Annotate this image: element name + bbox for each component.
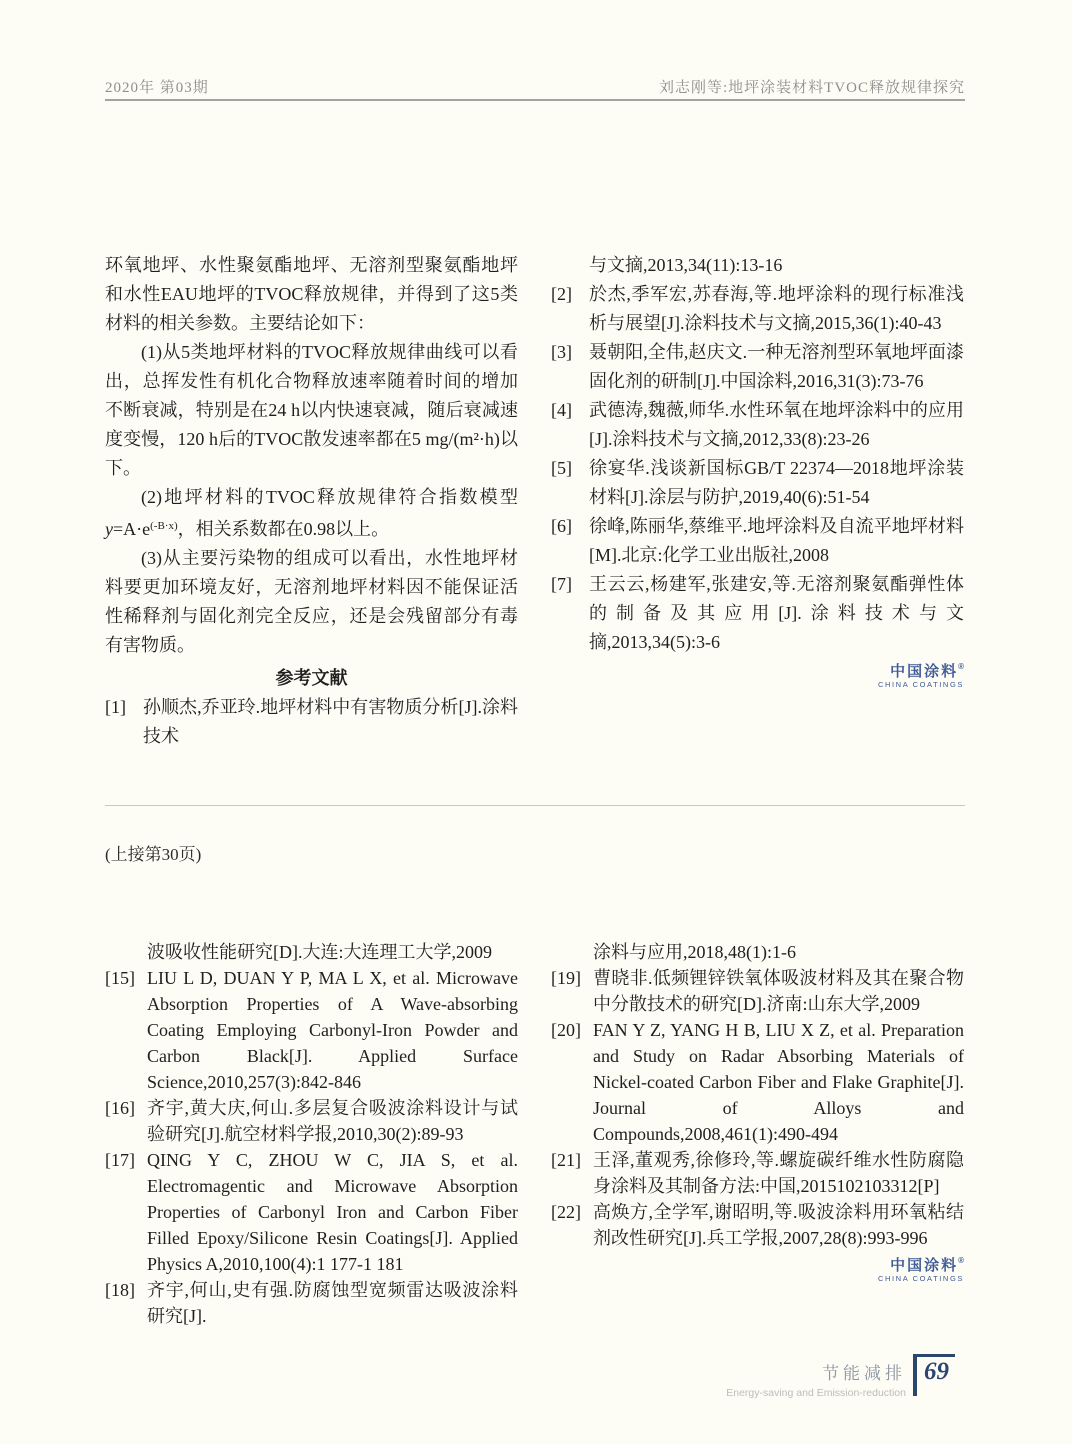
- reference-item: [551, 1147, 964, 1199]
- reference-text: 武德涛,魏薇,师华.水性环氧在地坪涂料中的应用[J].涂料技术与文摘,2012,33(8):23-26: [589, 400, 964, 449]
- header-rule: [105, 99, 965, 101]
- reference-text: 徐宴华.浅谈新国标GB/T 22374—2018地坪涂装材料[J].涂层与防护,2019,40(6):51-54: [589, 458, 964, 507]
- reference-text: 高焕方,全学军,谢昭明,等.吸波涂料用环氧粘结剂改性研究[J].兵工学报,2007,28(8):993-996: [593, 1202, 964, 1248]
- reference-number: [551, 939, 593, 965]
- body-paragraph: 环氧地坪、水性聚氨酯地坪、无溶剂型聚氨酯地坪和水性EAU地坪的TVOC释放规律，并得到了这5类材料的相关参数。主要结论如下：: [105, 255, 518, 333]
- reference-text: 齐宇,黄大庆,何山.多层复合吸波涂料设计与试验研究[J].航空材料学报,2010,30(2):89-93: [147, 1098, 518, 1144]
- reference-text: 孙顺杰,乔亚玲.地坪材料中有害物质分析[J].涂料技术: [143, 697, 518, 746]
- body-paragraph-formula: [105, 483, 518, 544]
- reference-item: [551, 454, 964, 512]
- china-coatings-logo: [551, 663, 964, 689]
- section-divider: [105, 805, 965, 806]
- reference-number: [105, 939, 147, 965]
- reference-item: [551, 1199, 964, 1251]
- bottom-left-column: [105, 939, 518, 1329]
- reference-text: 齐宇,何山,史有强.防腐蚀型宽频雷达吸波涂料研究[J].: [147, 1280, 518, 1326]
- header-running-title: 刘志刚等:地坪涂装材料TVOC释放规律探究: [658, 80, 965, 96]
- journal-name-en: Energy-saving and Emission-reduction: [726, 1387, 906, 1399]
- logo-registered-mark: ®: [958, 1256, 964, 1265]
- reference-number: [3]: [551, 342, 572, 362]
- journal-name-block: [726, 1354, 906, 1399]
- reference-number: [5]: [551, 458, 572, 478]
- bottom-right-column: [551, 939, 964, 1329]
- reference-item: [105, 965, 518, 1095]
- logo-cn-text: 中国涂料: [890, 663, 959, 680]
- reference-number: [7]: [551, 574, 572, 594]
- page-number-bracket: [913, 1354, 955, 1396]
- header-issue: 2020年 第03期: [105, 80, 209, 96]
- reference-number: [2]: [551, 284, 572, 304]
- page-number: 69: [924, 1358, 949, 1385]
- reference-number: [17]: [105, 1150, 135, 1170]
- formula-variable: y: [105, 519, 113, 539]
- reference-number: [22]: [551, 1202, 581, 1222]
- reference-item: [551, 965, 964, 1017]
- reference-item: [551, 338, 964, 396]
- page-footer: [726, 1354, 955, 1399]
- reference-item: [105, 1277, 518, 1329]
- reference-text: 王云云,杨建军,张建安,等.无溶剂聚氨酯弹性体的制备及其应用[J].涂料技术与文摘,2013,34(5):3-6: [589, 574, 964, 652]
- reference-number: [1]: [105, 697, 126, 717]
- top-section: [105, 251, 965, 751]
- reference-text: 波吸收性能研究[D].大连:大连理工大学,2009: [147, 942, 492, 962]
- reference-item: [551, 512, 964, 570]
- body-paragraph: (1)从5类地坪材料的TVOC释放规律曲线可以看出，总挥发性有机化合物释放速率随着时间的增加不断衰减，特别是在24 h以内快速衰减，随后衰减速度变慢，120 h后的TVOC散发速率都在5 mg/(m²·h)以下。: [105, 342, 518, 478]
- reference-text: 聂朝阳,全伟,赵庆文.一种无溶剂型环氧地坪面漆固化剂的研制[J].中国涂料,2016,31(3):73-76: [589, 342, 964, 391]
- reference-item: [551, 251, 964, 280]
- logo-registered-mark: ®: [958, 662, 964, 671]
- reference-number: [18]: [105, 1280, 135, 1300]
- body-paragraph: (3)从主要污染物的组成可以看出，水性地坪材料要更加环境友好，无溶剂地坪材料因不能保证活性稀释剂与固化剂完全反应，还是会残留部分有毒有害物质。: [105, 548, 518, 655]
- reference-text: 曹晓非.低频锂锌铁氧体吸波材料及其在聚合物中分散技术的研究[D].济南:山东大学,2009: [593, 968, 964, 1014]
- reference-text: 王泽,董观秀,徐修玲,等.螺旋碳纤维水性防腐隐身涂料及其制备方法:中国,2015102103312[P]: [593, 1150, 964, 1196]
- reference-number: [21]: [551, 1150, 581, 1170]
- reference-number: [20]: [551, 1020, 581, 1040]
- reference-item: [551, 1017, 964, 1147]
- top-left-column: [105, 251, 518, 751]
- journal-name-cn: 节能减排: [822, 1364, 906, 1383]
- formula-pre: (2)地坪材料的TVOC释放规律符合指数模型: [141, 487, 518, 507]
- reference-item: [105, 1095, 518, 1147]
- logo-cn-text: 中国涂料: [890, 1257, 959, 1274]
- reference-number: [6]: [551, 516, 572, 536]
- reference-text: 涂料与应用,2018,48(1):1-6: [593, 942, 796, 962]
- reference-text: LIU L D, DUAN Y P, MA L X, et al. Microwave Absorption Properties of A Wave-absorbing Coating Employing Carbonyl-Iron Powder and Carbon Black[J]. Applied Surface Science,2010,257(3):842-846: [147, 968, 518, 1092]
- reference-text: QING Y C, ZHOU W C, JIA S, et al. Electromagentic and Microwave Absorption Properties of Carbonyl Iron and Carbon Fiber Filled Epoxy/Silicone Resin Coatings[J]. Applied Physics A,2010,100(4):1 177-1 181: [147, 1150, 518, 1274]
- reference-text: FAN Y Z, YANG H B, LIU X Z, et al. Preparation and Study on Radar Absorbing Materials of Nickel-coated Carbon Fiber and Flake Graphite[J]. Journal of Alloys and Compounds,2008,461(1):490-494: [593, 1020, 964, 1144]
- reference-number: [15]: [105, 968, 135, 988]
- page-header: [105, 76, 965, 97]
- reference-item: [105, 939, 518, 965]
- logo-en-text: CHINA COATINGS: [877, 679, 964, 689]
- logo-en-text: CHINA COATINGS: [877, 1273, 964, 1283]
- references-heading: 参考文献: [275, 668, 348, 688]
- reference-item: [105, 1147, 518, 1277]
- reference-item: [551, 396, 964, 454]
- bottom-section: [105, 939, 965, 1329]
- continuation-note: (上接第30页): [105, 845, 202, 864]
- formula-post: ，相关系数都在0.98以上。: [177, 519, 390, 539]
- reference-item: [551, 570, 964, 657]
- reference-number: [19]: [551, 968, 581, 988]
- formula-mid: =A·e: [113, 519, 151, 539]
- reference-text: 於杰,季军宏,苏春海,等.地坪涂料的现行标准浅析与展望[J].涂料技术与文摘,2015,36(1):40-43: [589, 284, 964, 333]
- top-right-column: [551, 251, 964, 751]
- reference-item: [551, 280, 964, 338]
- reference-item: [105, 693, 518, 751]
- reference-text: 与文摘,2013,34(11):13-16: [589, 255, 783, 275]
- formula-exponent: (-B·x): [150, 520, 178, 532]
- reference-number: [16]: [105, 1098, 135, 1118]
- reference-number: [551, 251, 589, 280]
- reference-item: [551, 939, 964, 965]
- reference-number: [4]: [551, 400, 572, 420]
- reference-text: 徐峰,陈丽华,蔡维平.地坪涂料及自流平地坪材料[M].北京:化学工业出版社,2008: [589, 516, 964, 565]
- china-coatings-logo: [551, 1257, 964, 1283]
